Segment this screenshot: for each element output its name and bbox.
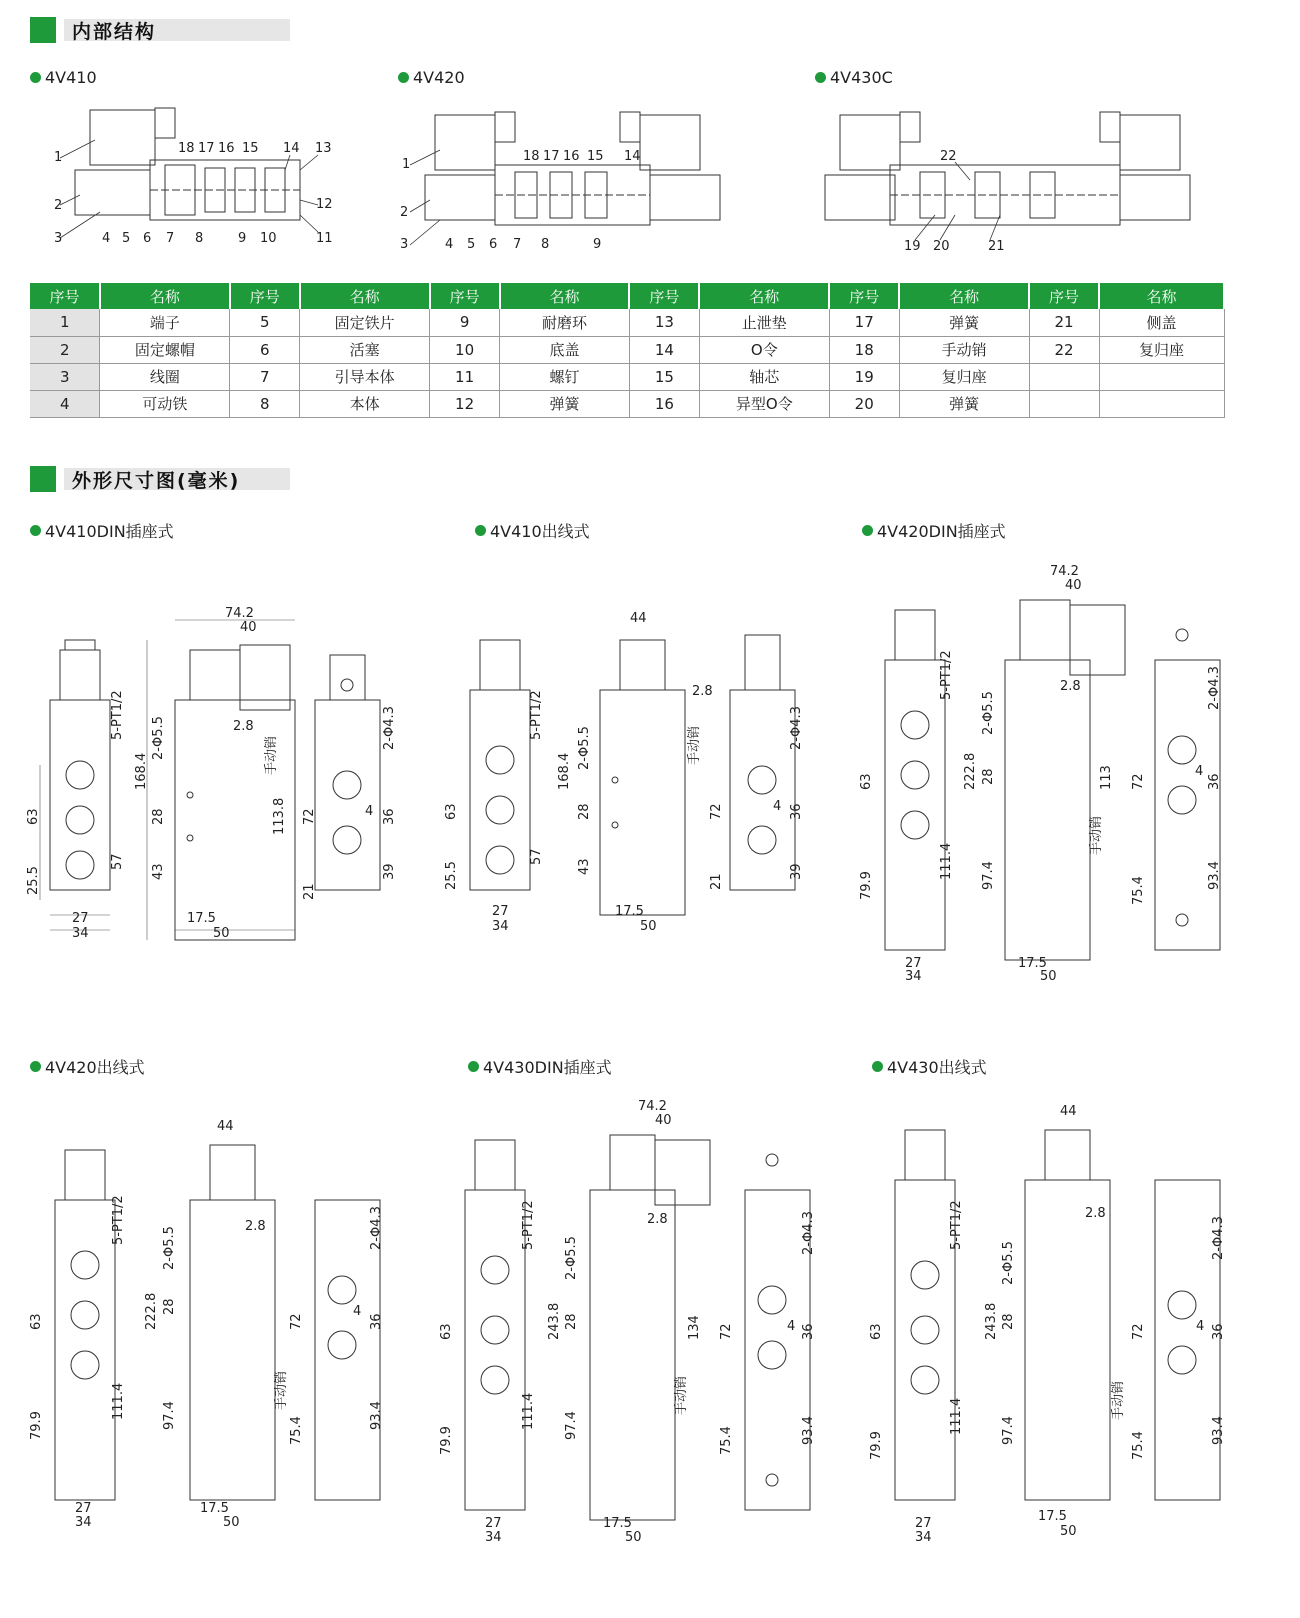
dim-label: 75.4 — [1131, 1431, 1146, 1460]
dim-label: 27 — [905, 956, 922, 971]
hole-label: 2-Φ5.5 — [162, 1226, 177, 1270]
callout: 19 — [904, 239, 921, 254]
table-cell: 14 — [629, 336, 699, 363]
table-cell: 10 — [430, 336, 500, 363]
dim-label: 63 — [439, 1323, 454, 1340]
header-index: 序号 — [629, 283, 699, 309]
callout: 8 — [541, 237, 550, 252]
hole-label: 2-Φ5.5 — [151, 716, 166, 760]
callout: 1 — [54, 150, 63, 165]
hole-label: 2-Φ5.5 — [981, 691, 996, 735]
dim-label: 44 — [1060, 1104, 1077, 1119]
dim-label: 17.5 — [603, 1516, 632, 1531]
table-cell: 20 — [829, 390, 899, 417]
header-name: 名称 — [500, 283, 630, 309]
table-cell — [1029, 390, 1099, 417]
table-cell: 弹簧 — [899, 309, 1029, 336]
callout: 1 — [402, 157, 411, 172]
dim-label: 74.2 — [638, 1099, 667, 1114]
header-index: 序号 — [30, 283, 100, 309]
dim-label: 111.4 — [939, 842, 954, 880]
hole-label: 2-Φ5.5 — [564, 1236, 579, 1280]
dim-label: 50 — [1060, 1524, 1077, 1539]
dim-label: 34 — [485, 1530, 502, 1545]
table-cell: 弹簧 — [500, 390, 630, 417]
dim-label: 222.8 — [963, 752, 978, 790]
port-label: 5-PT1/2 — [110, 690, 125, 740]
dim-label: 111.4 — [111, 1382, 126, 1420]
callout: 13 — [315, 141, 332, 156]
dim-label: 27 — [485, 1516, 502, 1531]
dim-label: 113.8 — [272, 797, 287, 835]
bullet-icon — [30, 525, 41, 536]
dim-label: 79.9 — [859, 871, 874, 900]
header-index: 序号 — [1029, 283, 1099, 309]
table-cell: 异型O令 — [699, 390, 829, 417]
dim-label: 97.4 — [162, 1401, 177, 1430]
bullet-icon — [862, 525, 873, 536]
dim-label: 168.4 — [557, 752, 572, 790]
dim-label: 113 — [1099, 765, 1114, 790]
manual-pin-label: 手动销 — [1111, 1380, 1126, 1420]
callout: 5 — [467, 237, 476, 252]
table-cell: 可动铁 — [100, 390, 230, 417]
dim-label: 93.4 — [1211, 1416, 1226, 1445]
dim-label: 25.5 — [26, 866, 41, 895]
callout: 18 — [523, 149, 540, 164]
callout: 4 — [102, 231, 111, 246]
dim-label: 74.2 — [225, 606, 254, 621]
dim-label: 2.8 — [647, 1212, 668, 1227]
table-cell: 15 — [629, 363, 699, 390]
callout: 15 — [587, 149, 604, 164]
dim-label: 43 — [151, 863, 166, 880]
subtitle-4v420din: 4V420DIN插座式 — [862, 519, 1006, 542]
dim-label: 97.4 — [1001, 1416, 1016, 1445]
table-cell: 16 — [629, 390, 699, 417]
dim-label: 44 — [630, 611, 647, 626]
table-cell: 2 — [30, 336, 100, 363]
dim-label: 134 — [687, 1315, 702, 1340]
callout: 16 — [563, 149, 580, 164]
dimension-drawing-4v410din — [25, 600, 415, 950]
dim-label: 17.5 — [1018, 956, 1047, 971]
dim-label: 50 — [625, 1530, 642, 1545]
port-label: 5-PT1/2 — [939, 650, 954, 700]
dim-label: 222.8 — [144, 1292, 159, 1330]
header-name: 名称 — [1099, 283, 1224, 309]
table-row — [30, 390, 1224, 417]
table-cell: 17 — [829, 309, 899, 336]
table-cell: 线圈 — [100, 363, 230, 390]
dim-label: 111.4 — [521, 1392, 536, 1430]
dim-label: 28 — [981, 768, 996, 785]
dim-label: 2.8 — [233, 719, 254, 734]
subtitle-4v420out: 4V420出线式 — [30, 1055, 145, 1078]
callout: 10 — [260, 231, 277, 246]
table-row — [30, 336, 1224, 363]
subtitle-4v420: 4V420 — [398, 68, 465, 87]
dim-label: 28 — [577, 803, 592, 820]
dim-label: 36 — [801, 1323, 816, 1340]
dim-label: 93.4 — [1207, 861, 1222, 890]
table-cell: 本体 — [300, 390, 430, 417]
hole-label: 2-Φ4.3 — [1211, 1216, 1226, 1260]
manual-pin-label: 手动销 — [674, 1375, 689, 1415]
table-cell — [1099, 363, 1224, 390]
callout: 18 — [178, 141, 195, 156]
dim-label: 168.4 — [134, 752, 149, 790]
dim-label: 28 — [564, 1313, 579, 1330]
dim-label: 17.5 — [200, 1501, 229, 1516]
table-cell: 9 — [430, 309, 500, 336]
subtitle-4v410out: 4V410出线式 — [475, 519, 590, 542]
hole-label: 2-Φ5.5 — [577, 726, 592, 770]
callout: 20 — [933, 239, 950, 254]
subtitle-4v430c: 4V430C — [815, 68, 893, 87]
dim-label: 27 — [72, 911, 89, 926]
table-cell: 11 — [430, 363, 500, 390]
callout: 12 — [316, 197, 333, 212]
dim-label: 34 — [75, 1515, 92, 1530]
dim-label: 75.4 — [289, 1416, 304, 1445]
subtitle-4v410: 4V410 — [30, 68, 97, 87]
dim-label: 34 — [905, 969, 922, 984]
dim-label: 50 — [1040, 969, 1057, 984]
bullet-icon — [398, 72, 409, 83]
dimension-drawing-4v420out — [25, 1100, 405, 1540]
dim-label: 2.8 — [245, 1219, 266, 1234]
bullet-icon — [475, 525, 486, 536]
bullet-icon — [30, 72, 41, 83]
table-cell: 12 — [430, 390, 500, 417]
dim-label: 44 — [217, 1119, 234, 1134]
bullet-icon — [30, 1061, 41, 1072]
header-name: 名称 — [100, 283, 230, 309]
dim-label: 111.4 — [949, 1397, 964, 1435]
section-marker — [30, 466, 56, 492]
table-cell: 活塞 — [300, 336, 430, 363]
dim-label: 27 — [75, 1501, 92, 1516]
table-cell: 22 — [1029, 336, 1099, 363]
port-label: 5-PT1/2 — [111, 1195, 126, 1245]
dim-label: 72 — [1131, 773, 1146, 790]
header-name: 名称 — [300, 283, 430, 309]
dim-label: 39 — [382, 863, 397, 880]
header-index: 序号 — [430, 283, 500, 309]
dim-label: 34 — [915, 1530, 932, 1545]
dim-label: 50 — [223, 1515, 240, 1530]
subtitle-4v430din: 4V430DIN插座式 — [468, 1055, 612, 1078]
dim-label: 72 — [1131, 1323, 1146, 1340]
dim-label: 4 — [773, 799, 782, 814]
callout: 6 — [489, 237, 498, 252]
drawing-4v410-internal — [40, 100, 360, 250]
hole-label: 2-Φ4.3 — [382, 706, 397, 750]
callout: 2 — [400, 205, 409, 220]
dim-label: 2.8 — [692, 684, 713, 699]
dim-label: 97.4 — [981, 861, 996, 890]
callout: 9 — [238, 231, 247, 246]
table-cell: 7 — [230, 363, 300, 390]
callout: 5 — [122, 231, 131, 246]
table-cell: 6 — [230, 336, 300, 363]
dim-label: 4 — [787, 1319, 796, 1334]
table-cell: 固定螺帽 — [100, 336, 230, 363]
table-cell: 复归座 — [1099, 336, 1224, 363]
dim-label: 243.8 — [984, 1302, 999, 1340]
hole-label: 2-Φ5.5 — [1001, 1241, 1016, 1285]
header-index: 序号 — [230, 283, 300, 309]
dim-label: 63 — [444, 803, 459, 820]
parts-table — [30, 283, 1225, 418]
dim-label: 72 — [719, 1323, 734, 1340]
hole-label: 2-Φ4.3 — [1207, 666, 1222, 710]
dim-label: 93.4 — [369, 1401, 384, 1430]
callout: 22 — [940, 149, 957, 164]
callout: 4 — [445, 237, 454, 252]
dim-label: 4 — [1196, 1319, 1205, 1334]
callout: 14 — [624, 149, 641, 164]
dim-label: 4 — [1195, 764, 1204, 779]
table-cell: 5 — [230, 309, 300, 336]
port-label: 5-PT1/2 — [529, 690, 544, 740]
dim-label: 57 — [110, 853, 125, 870]
dim-label: 43 — [577, 858, 592, 875]
table-cell: 底盖 — [500, 336, 630, 363]
manual-pin-label: 手动销 — [687, 725, 702, 765]
manual-pin-label: 手动销 — [274, 1370, 289, 1410]
table-cell: 引导本体 — [300, 363, 430, 390]
dim-label: 21 — [302, 883, 317, 900]
dim-label: 17.5 — [1038, 1509, 1067, 1524]
dim-label: 4 — [365, 804, 374, 819]
dim-label: 36 — [1207, 773, 1222, 790]
dim-label: 34 — [72, 926, 89, 941]
callout: 11 — [316, 231, 333, 246]
dim-label: 63 — [26, 808, 41, 825]
section-marker — [30, 17, 56, 43]
dim-label: 36 — [382, 808, 397, 825]
dim-label: 28 — [162, 1298, 177, 1315]
header-name: 名称 — [899, 283, 1029, 309]
port-label: 5-PT1/2 — [521, 1200, 536, 1250]
table-cell — [1029, 363, 1099, 390]
dim-label: 72 — [289, 1313, 304, 1330]
callout: 2 — [54, 198, 63, 213]
dim-label: 40 — [655, 1113, 672, 1128]
bullet-icon — [872, 1061, 883, 1072]
dim-label: 50 — [640, 919, 657, 934]
table-cell: 螺钉 — [500, 363, 630, 390]
dim-label: 75.4 — [719, 1426, 734, 1455]
table-row — [30, 363, 1224, 390]
table-cell: 21 — [1029, 309, 1099, 336]
dim-label: 243.8 — [547, 1302, 562, 1340]
dim-label: 40 — [240, 620, 257, 635]
callout: 15 — [242, 141, 259, 156]
bullet-icon — [815, 72, 826, 83]
table-cell — [1099, 390, 1224, 417]
table-cell: 轴芯 — [699, 363, 829, 390]
callout: 14 — [283, 141, 300, 156]
table-cell: 1 — [30, 309, 100, 336]
callout: 3 — [54, 231, 63, 246]
dim-label: 28 — [1001, 1313, 1016, 1330]
dim-label: 50 — [213, 926, 230, 941]
table-cell: 19 — [829, 363, 899, 390]
table-cell: 4 — [30, 390, 100, 417]
dim-label: 63 — [869, 1323, 884, 1340]
callout: 7 — [513, 237, 522, 252]
section-header-dimensions — [30, 466, 290, 492]
callout: 3 — [400, 237, 409, 252]
dim-label: 72 — [709, 803, 724, 820]
table-row — [30, 309, 1224, 336]
dim-label: 79.9 — [29, 1411, 44, 1440]
dim-label: 21 — [709, 873, 724, 890]
table-cell: 8 — [230, 390, 300, 417]
dim-label: 39 — [789, 863, 804, 880]
dim-label: 27 — [915, 1516, 932, 1531]
hole-label: 2-Φ4.3 — [801, 1211, 816, 1255]
dim-label: 34 — [492, 919, 509, 934]
dimension-drawing-4v430out — [860, 1090, 1240, 1550]
dimension-drawing-4v430din — [435, 1090, 835, 1550]
dim-label: 74.2 — [1050, 564, 1079, 579]
table-cell: 手动销 — [899, 336, 1029, 363]
dim-label: 72 — [302, 808, 317, 825]
hole-label: 2-Φ4.3 — [369, 1206, 384, 1250]
dim-label: 63 — [859, 773, 874, 790]
dim-label: 79.9 — [439, 1426, 454, 1455]
dimension-drawing-4v410out — [440, 600, 820, 950]
manual-pin-label: 手动销 — [1089, 815, 1104, 855]
table-cell: 止泄垫 — [699, 309, 829, 336]
header-index: 序号 — [829, 283, 899, 309]
table-cell: 耐磨环 — [500, 309, 630, 336]
dim-label: 40 — [1065, 578, 1082, 593]
table-cell: 端子 — [100, 309, 230, 336]
hole-label: 2-Φ4.3 — [789, 706, 804, 750]
table-cell: 复归座 — [899, 363, 1029, 390]
callout: 8 — [195, 231, 204, 246]
callout: 7 — [166, 231, 175, 246]
header-name: 名称 — [699, 283, 829, 309]
dim-label: 28 — [151, 808, 166, 825]
dimension-drawing-4v420din — [850, 560, 1240, 990]
drawing-4v430c-internal — [820, 100, 1200, 254]
table-cell: 侧盖 — [1099, 309, 1224, 336]
section-title: 内部结构 — [64, 19, 290, 41]
dim-label: 75.4 — [1131, 876, 1146, 905]
table-cell: 18 — [829, 336, 899, 363]
dim-label: 2.8 — [1085, 1206, 1106, 1221]
dim-label: 17.5 — [615, 904, 644, 919]
dim-label: 4 — [353, 1304, 362, 1319]
subtitle-4v410din: 4V410DIN插座式 — [30, 519, 174, 542]
dim-label: 93.4 — [801, 1416, 816, 1445]
table-cell: 13 — [629, 309, 699, 336]
table-header-row — [30, 283, 1224, 309]
bullet-icon — [468, 1061, 479, 1072]
dim-label: 25.5 — [444, 861, 459, 890]
dim-label: 2.8 — [1060, 679, 1081, 694]
dim-label: 63 — [29, 1313, 44, 1330]
manual-pin-label: 手动销 — [264, 735, 279, 775]
callout: 21 — [988, 239, 1005, 254]
callout: 9 — [593, 237, 602, 252]
section-header-internal — [30, 17, 290, 43]
callout: 17 — [198, 141, 215, 156]
dim-label: 17.5 — [187, 911, 216, 926]
dim-label: 57 — [529, 848, 544, 865]
callout: 16 — [218, 141, 235, 156]
dim-label: 36 — [1211, 1323, 1226, 1340]
callout: 17 — [543, 149, 560, 164]
dim-label: 27 — [492, 904, 509, 919]
section-title: 外形尺寸图(毫米) — [64, 468, 290, 490]
dim-label: 79.9 — [869, 1431, 884, 1460]
drawing-4v420-internal — [395, 100, 775, 250]
table-cell: 固定铁片 — [300, 309, 430, 336]
dim-label: 36 — [369, 1313, 384, 1330]
table-cell: 弹簧 — [899, 390, 1029, 417]
subtitle-4v430out: 4V430出线式 — [872, 1055, 987, 1078]
callout: 6 — [143, 231, 152, 246]
dim-label: 36 — [789, 803, 804, 820]
dim-label: 97.4 — [564, 1411, 579, 1440]
port-label: 5-PT1/2 — [949, 1200, 964, 1250]
table-cell: 3 — [30, 363, 100, 390]
table-cell: O令 — [699, 336, 829, 363]
